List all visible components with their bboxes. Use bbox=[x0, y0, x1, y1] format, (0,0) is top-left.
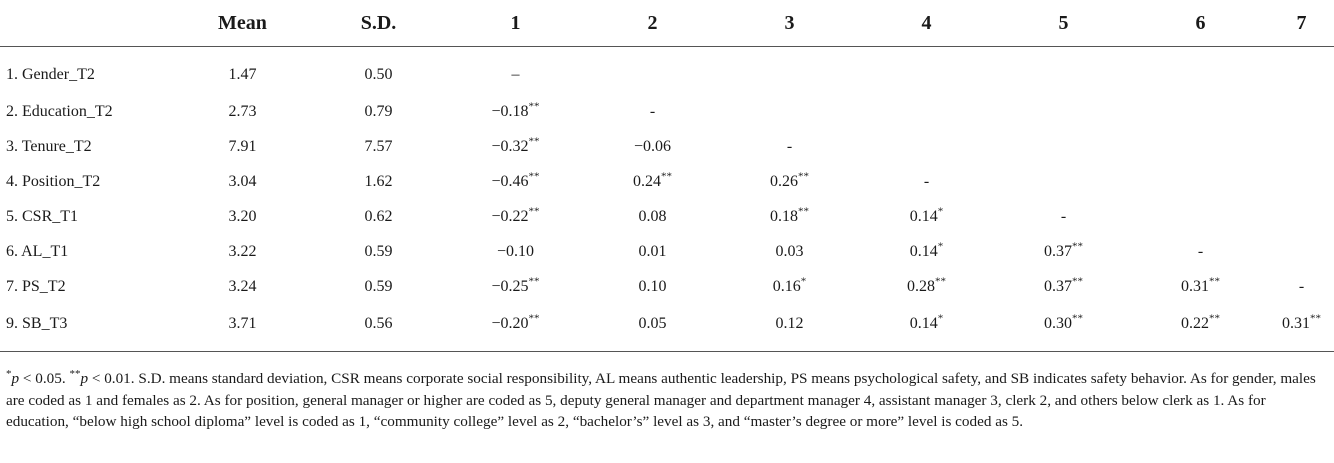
header-col-5: 3 bbox=[721, 0, 858, 47]
sd-cell: 0.59 bbox=[364, 277, 393, 295]
correlation-cell bbox=[1132, 164, 1269, 199]
footnote-p-symbol-2: p bbox=[80, 370, 89, 387]
correlation-cell: 0.05 bbox=[584, 304, 721, 352]
mean-cell: 1.47 bbox=[228, 65, 257, 83]
correlation-cell: −0.46** bbox=[491, 170, 540, 190]
correlation-cell: −0.10 bbox=[496, 242, 535, 260]
footnote-sig-star-1: * bbox=[6, 367, 12, 380]
correlation-cell: – bbox=[511, 65, 520, 83]
correlation-cell bbox=[1269, 199, 1334, 234]
sd-cell: 0.59 bbox=[364, 242, 393, 260]
mean-cell: 3.04 bbox=[228, 172, 257, 190]
table-header-row bbox=[0, 0, 1334, 47]
mean-cell: 3.20 bbox=[228, 207, 257, 225]
correlation-cell bbox=[1132, 199, 1269, 234]
sd-cell: 1.62 bbox=[364, 172, 393, 190]
correlation-cell: - bbox=[923, 172, 930, 190]
correlation-cell: 0.26** bbox=[770, 170, 809, 190]
row-label: 1. Gender_T2 bbox=[6, 65, 95, 83]
correlation-cell: −0.06 bbox=[633, 137, 672, 155]
correlation-cell: 0.31** bbox=[1269, 304, 1334, 352]
correlation-cell: 0.14* bbox=[858, 304, 995, 352]
correlation-cell: 0.10 bbox=[638, 277, 667, 295]
row-label: 7. PS_T2 bbox=[6, 277, 66, 295]
correlation-cell bbox=[721, 94, 858, 129]
correlation-cell: −0.32** bbox=[491, 135, 540, 155]
correlation-cell: - bbox=[649, 102, 656, 120]
mean-cell: 3.71 bbox=[175, 304, 310, 352]
correlation-cell: −0.18** bbox=[491, 100, 540, 120]
header-col-2: S.D. bbox=[310, 0, 447, 47]
correlation-cell: 0.12 bbox=[721, 304, 858, 352]
correlation-cell bbox=[1132, 94, 1269, 129]
correlation-cell bbox=[858, 94, 995, 129]
correlation-cell: 0.28** bbox=[907, 275, 946, 295]
correlation-cell: 0.31** bbox=[1181, 275, 1220, 295]
mean-cell: 3.24 bbox=[228, 277, 257, 295]
table-row bbox=[0, 47, 1334, 95]
footnote-cond-1: < 0.05. bbox=[19, 370, 70, 387]
correlation-cell bbox=[1269, 47, 1334, 95]
header-col-1: Mean bbox=[175, 0, 310, 47]
header-col-7: 5 bbox=[995, 0, 1132, 47]
header-col-6: 4 bbox=[858, 0, 995, 47]
sd-cell: 0.50 bbox=[364, 65, 393, 83]
correlation-cell bbox=[995, 129, 1132, 164]
footnote-cond-2: < 0.01. bbox=[88, 370, 139, 387]
sd-cell: 7.57 bbox=[364, 137, 393, 155]
correlation-cell: 0.14* bbox=[909, 205, 944, 225]
mean-cell: 7.91 bbox=[228, 137, 257, 155]
correlation-cell bbox=[1269, 164, 1334, 199]
mean-cell: 2.73 bbox=[228, 102, 257, 120]
correlation-cell: −0.25** bbox=[491, 275, 540, 295]
correlation-cell: - bbox=[1197, 242, 1204, 260]
table-row bbox=[0, 94, 1334, 129]
row-label: 4. Position_T2 bbox=[6, 172, 101, 190]
correlation-cell bbox=[1132, 129, 1269, 164]
correlation-cell: −0.20** bbox=[447, 304, 584, 352]
row-label: 3. Tenure_T2 bbox=[6, 137, 92, 155]
header-col-3: 1 bbox=[447, 0, 584, 47]
correlation-cell: 0.30** bbox=[995, 304, 1132, 352]
header-variable bbox=[0, 0, 175, 47]
header-col-8: 6 bbox=[1132, 0, 1269, 47]
table-row bbox=[0, 129, 1334, 164]
correlation-cell bbox=[584, 47, 721, 95]
correlation-cell bbox=[1269, 129, 1334, 164]
correlation-cell bbox=[1132, 47, 1269, 95]
table-body bbox=[0, 47, 1334, 352]
table-footnote bbox=[6, 368, 1328, 433]
correlation-cell bbox=[995, 94, 1132, 129]
row-label: 9. SB_T3 bbox=[0, 304, 175, 352]
correlation-cell: 0.03 bbox=[775, 242, 804, 260]
correlation-cell bbox=[995, 47, 1132, 95]
sd-cell: 0.56 bbox=[310, 304, 447, 352]
correlation-cell: 0.08 bbox=[638, 207, 667, 225]
table-row bbox=[0, 164, 1334, 199]
correlation-cell: 0.37** bbox=[1044, 275, 1083, 295]
sd-cell: 0.62 bbox=[364, 207, 393, 225]
footnote-text: S.D. means standard deviation, CSR means corporate social responsibility, AL means authentic leadership, PS means psychological safety, and SB indicates safety behavior. As for gender, males are coded as 1 and females as 2. As for position, general manager or higher are coded as 5, deputy general manager and department manager 4, assistant manager 3, clerk 2, and others below clerk as 1. As for education, “below high school diploma” level is coded as 1, “community college” level as 2, “bachelor’s” level as 3, and “master’s degree or more” level is coded as 5. bbox=[6, 370, 1316, 430]
correlation-cell: - bbox=[1060, 207, 1067, 225]
table-row bbox=[0, 304, 1334, 352]
correlation-cell: −0.22** bbox=[491, 205, 540, 225]
header-col-4: 2 bbox=[584, 0, 721, 47]
correlation-cell bbox=[1269, 94, 1334, 129]
correlation-cell bbox=[858, 47, 995, 95]
table-row bbox=[0, 199, 1334, 234]
correlation-cell bbox=[995, 164, 1132, 199]
correlation-cell: 0.18** bbox=[770, 205, 809, 225]
correlation-cell: 0.24** bbox=[633, 170, 672, 190]
correlation-cell bbox=[721, 47, 858, 95]
correlation-cell: - bbox=[786, 137, 793, 155]
correlation-cell: 0.14* bbox=[909, 240, 944, 260]
footnote-sig-star-2: ** bbox=[69, 367, 81, 380]
correlation-cell bbox=[858, 129, 995, 164]
correlation-cell bbox=[1269, 234, 1334, 269]
row-label: 6. AL_T1 bbox=[6, 242, 69, 260]
table-row bbox=[0, 234, 1334, 269]
row-label: 2. Education_T2 bbox=[6, 102, 113, 120]
sd-cell: 0.79 bbox=[364, 102, 393, 120]
row-label: 5. CSR_T1 bbox=[6, 207, 79, 225]
footnote-p-symbol-1: p bbox=[11, 370, 20, 387]
correlation-cell: 0.22** bbox=[1132, 304, 1269, 352]
correlation-cell: - bbox=[1298, 277, 1305, 295]
correlation-cell: 0.37** bbox=[1044, 240, 1083, 260]
correlation-cell: 0.01 bbox=[638, 242, 667, 260]
header-col-9: 7 bbox=[1269, 0, 1334, 47]
correlation-cell: 0.16* bbox=[772, 275, 807, 295]
table-row bbox=[0, 269, 1334, 304]
mean-cell: 3.22 bbox=[228, 242, 257, 260]
